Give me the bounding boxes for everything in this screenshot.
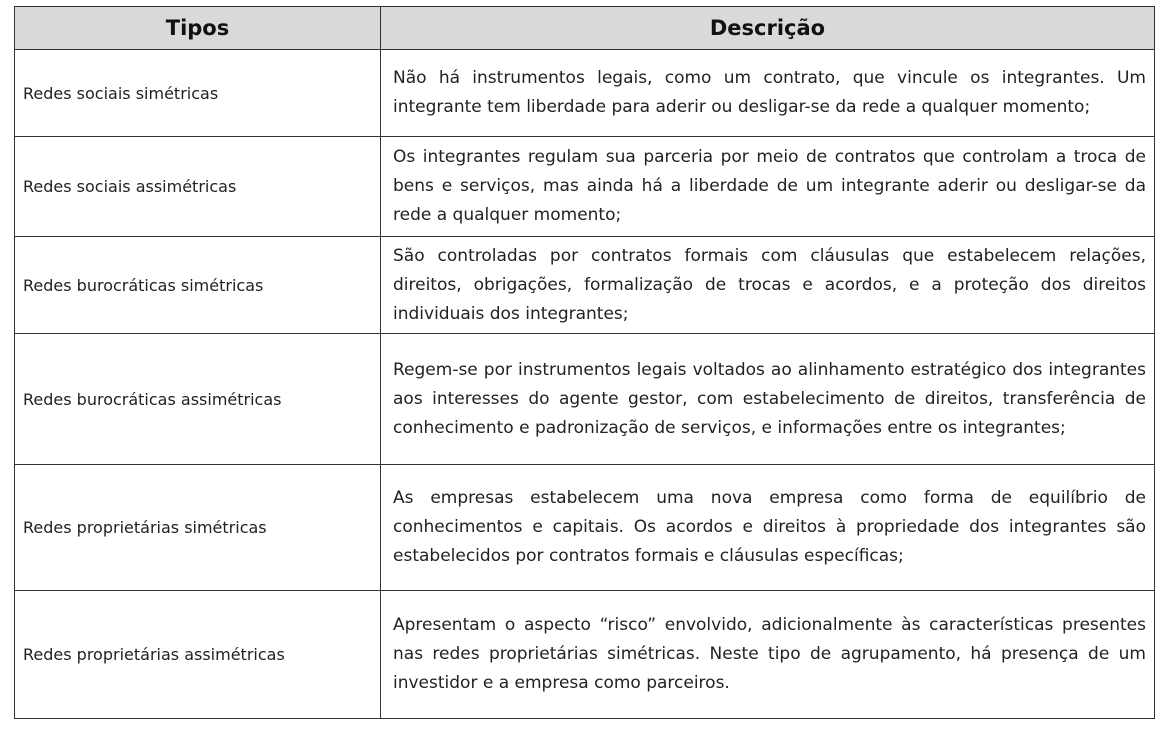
- table-row: [15, 137, 1155, 237]
- table-row: [15, 591, 1155, 719]
- header-descricao: Descrição: [381, 7, 1155, 50]
- description-cell: Não há instrumentos legais, como um contrato, que vincule os integrantes. Um integrante tem liberdade para aderir ou desligar-se da rede a qualquer momento;: [381, 50, 1155, 137]
- type-cell: Redes proprietárias simétricas: [15, 465, 381, 591]
- type-cell: Redes burocráticas simétricas: [15, 237, 381, 334]
- description-cell: Os integrantes regulam sua parceria por meio de contratos que controlam a troca de bens e serviços, mas ainda há a liberdade de um integrante aderir ou desligar-se da rede a qualquer momento;: [381, 137, 1155, 237]
- description-cell: As empresas estabelecem uma nova empresa como forma de equilíbrio de conhecimentos e capitais. Os acordos e direitos à propriedade dos integrantes são estabelecidos por contratos formais e cláusulas específicas;: [381, 465, 1155, 591]
- type-cell: Redes proprietárias assimétricas: [15, 591, 381, 719]
- description-cell: Regem-se por instrumentos legais voltados ao alinhamento estratégico dos integrantes aos interesses do agente gestor, com estabelecimento de direitos, transferência de conhecimento e padronização de serviços, e informações entre os integrantes;: [381, 334, 1155, 465]
- description-cell: Apresentam o aspecto “risco” envolvido, adicionalmente às características presentes nas redes proprietárias simétricas. Neste tipo de agrupamento, há presença de um investidor e a empresa como parceiros.: [381, 591, 1155, 719]
- type-cell: Redes sociais assimétricas: [15, 137, 381, 237]
- header-row: [15, 7, 1155, 50]
- table-row: [15, 237, 1155, 334]
- table-row: [15, 334, 1155, 465]
- table-row: [15, 50, 1155, 137]
- header-tipos: Tipos: [15, 7, 381, 50]
- table-row: [15, 465, 1155, 591]
- type-cell: Redes burocráticas assimétricas: [15, 334, 381, 465]
- description-cell: São controladas por contratos formais com cláusulas que estabelecem relações, direitos, obrigações, formalização de trocas e acordos, e a proteção dos direitos individuais dos integrantes;: [381, 237, 1155, 334]
- network-types-table: [14, 6, 1155, 719]
- type-cell: Redes sociais simétricas: [15, 50, 381, 137]
